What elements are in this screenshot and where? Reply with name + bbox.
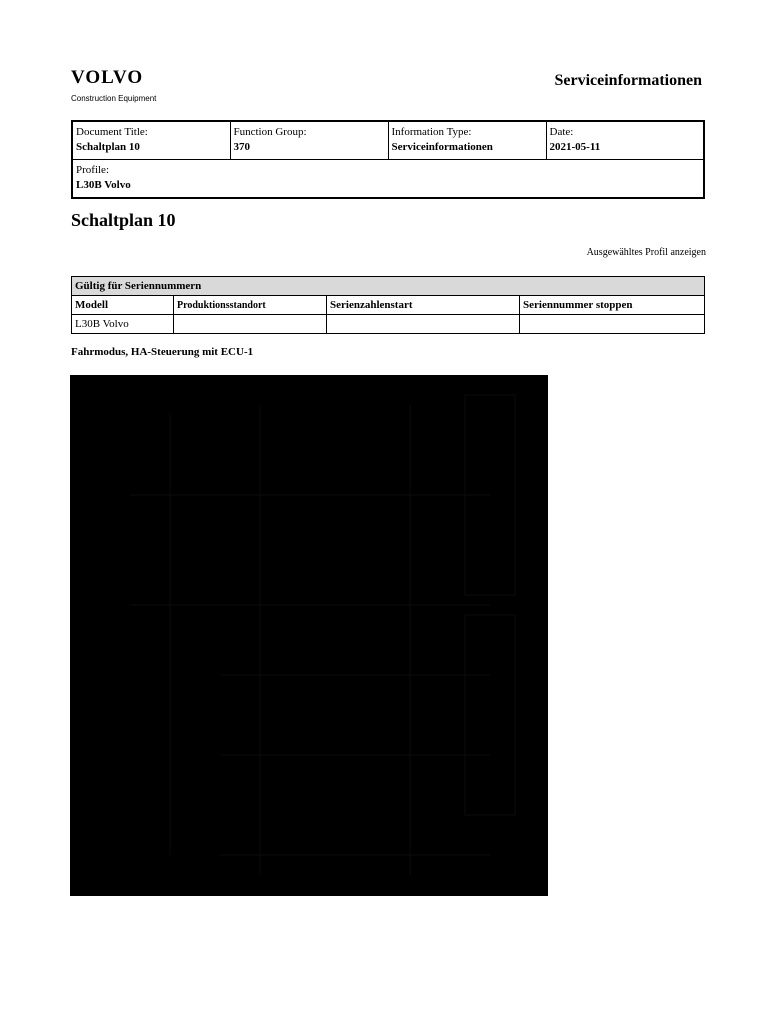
profile-cell [72,160,704,199]
function-group-cell [230,121,388,160]
document-title-label: Document Title: [76,126,148,138]
date-cell [546,121,704,160]
wiring-diagram-lines [70,375,548,896]
table-cell-modell: L30B Volvo [72,315,174,334]
date-value: 2021-05-11 [549,141,601,153]
information-type-label: Information Type: [391,126,472,138]
column-header-modell: Modell [72,296,174,315]
volvo-logo [71,68,167,103]
information-type-value: Serviceinformationen [391,141,493,153]
document-meta-table [71,120,705,199]
serial-number-table [71,276,705,334]
table-cell-seriennummer-stoppen [520,315,705,334]
page-header-title: Serviceinformationen [554,72,702,89]
logo-subtext: Construction Equipment [71,94,157,103]
page-title: Schaltplan 10 [71,210,176,230]
function-group-value: 370 [233,141,250,153]
column-header-produktionsstandort: Produktionsstandort [174,296,327,315]
table-cell-produktionsstandort [174,315,327,334]
column-header-seriennummer-stoppen: Seriennummer stoppen [520,296,705,315]
information-type-cell [388,121,546,160]
document-title-value: Schaltplan 10 [76,141,140,153]
profile-label: Profile: [76,164,109,176]
serial-table-caption: Gültig für Seriennummern [72,277,705,296]
column-header-serienzahlenstart: Serienzahlenstart [327,296,520,315]
table-row [72,315,705,334]
profile-value: L30B Volvo [76,179,131,191]
function-group-label: Function Group: [233,126,307,138]
wiring-diagram-image [70,375,548,896]
section-title: Fahrmodus, HA-Steuerung mit ECU-1 [71,346,254,358]
logo-wordmark: VOLVO [71,67,144,88]
document-title-cell [72,121,230,160]
table-cell-serienzahlenstart [327,315,520,334]
show-profile-link[interactable]: Ausgewähltes Profil anzeigen [586,247,706,258]
date-label: Date: [549,126,574,138]
